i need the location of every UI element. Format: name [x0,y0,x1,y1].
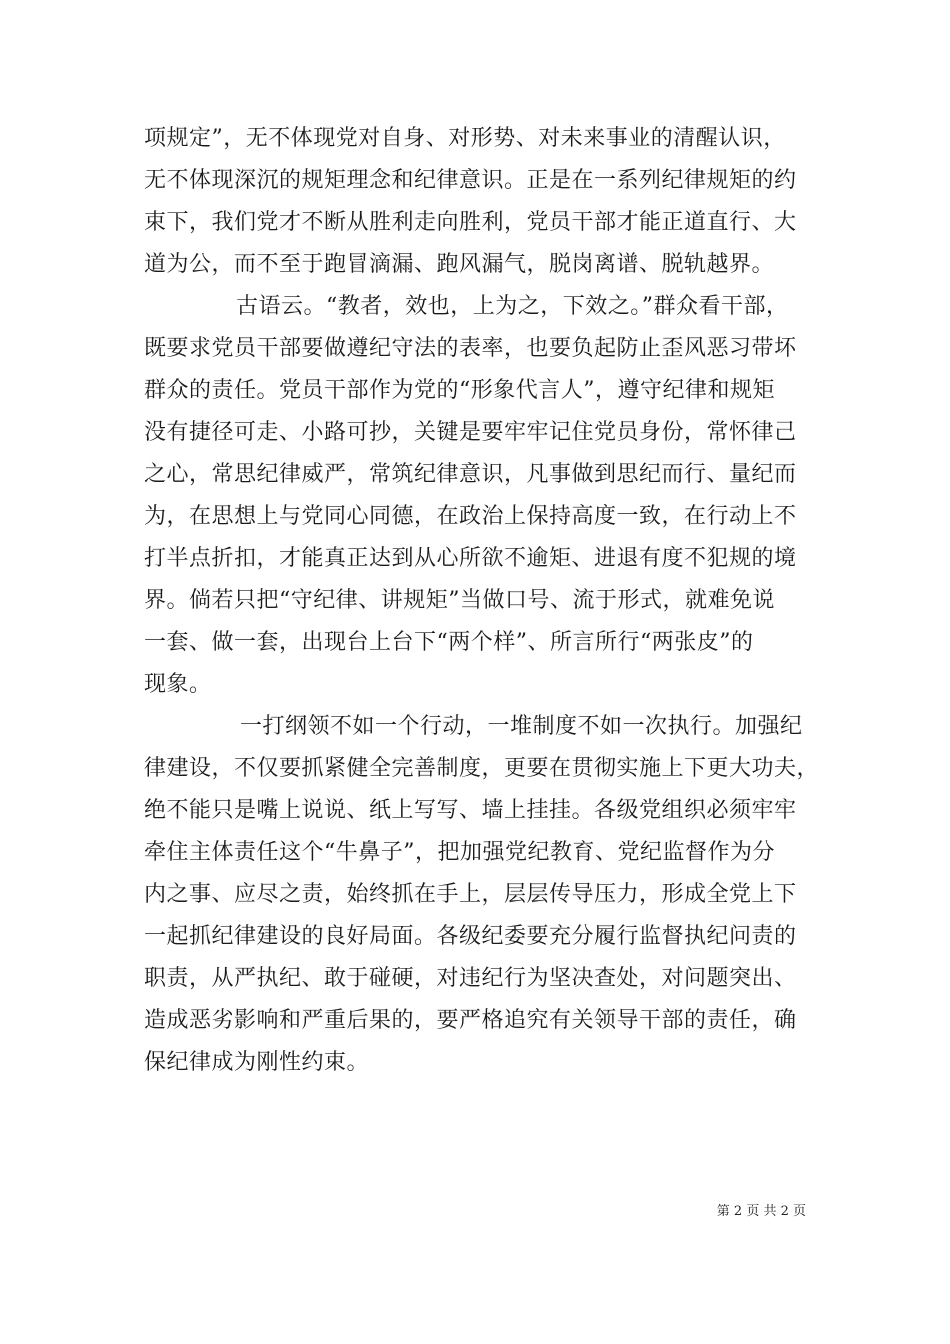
paragraph-2-line-10: 现象。 [144,672,212,697]
paragraph-1-line-4: 道为公，而不至于跑冒滴漏、跑风漏气，脱岗离谱、脱轨越界。 [144,252,775,277]
paragraph-1-line-2: 无不体现深沉的规矩理念和纪律意识。正是在一系列纪律规矩的约 [144,168,797,193]
paragraph-2-line-9: 一套、做一套，出现台上台下“两个样”、所言所行“两张皮”的 [144,630,754,655]
paragraph-1-line-1: 项规定”，无不体现党对自身、对形势、对未来事业的清醒认识， [144,126,786,151]
paragraph-1-line-3: 束下，我们党才不断从胜利走向胜利，党员干部才能正道直行、大 [144,210,797,235]
paragraph-2-line-5: 之心，常思纪律威严，常筑纪律意识，凡事做到思纪而行、量纪而 [144,462,797,487]
paragraph-3-line-8: 造成恶劣影响和严重后果的，要严格追究有关领导干部的责任，确 [144,1008,797,1033]
paragraph-2-line-1: 古语云。“教者，效也，上为之，下效之。”群众看干部， [236,294,789,319]
paragraph-3-line-7: 职责，从严执纪、敢于碰硬，对违纪行为坚决查处，对问题突出、 [144,966,797,991]
paragraph-3-line-2: 律建设，不仅要抓紧健全完善制度，更要在贯彻实施上下更大功夫， [144,756,820,781]
paragraph-3-line-9: 保纪律成为刚性约束。 [144,1050,370,1075]
paragraph-2-line-6: 为，在思想上与党同心同德，在政治上保持高度一致，在行动上不 [144,504,797,529]
paragraph-2-line-2: 既要求党员干部要做遵纪守法的表率，也要负起防止歪风恶习带坏 [144,336,797,361]
paragraph-3-line-5: 内之事、应尽之责，始终抓在手上，层层传导压力，形成全党上下 [144,882,797,907]
paragraph-2-line-3: 群众的责任。党员干部作为党的“形象代言人”，遵守纪律和规矩 [144,378,775,403]
page-number-footer: 第 2 页 共 2 页 [716,1204,806,1219]
document-body [144,118,824,1084]
paragraph-2-line-7: 打半点折扣，才能真正达到从心所欲不逾矩、进退有度不犯规的境 [144,546,797,571]
paragraph-3-line-4: 牵住主体责任这个“牛鼻子”，把加强党纪教育、党纪监督作为分 [144,840,775,865]
paragraph-2-line-4: 没有捷径可走、小路可抄，关键是要牢牢记住党员身份，常怀律己 [144,420,797,445]
paragraph-2-line-8: 界。倘若只把“守纪律、讲规矩”当做口号、流于形式，就难免说 [144,588,775,613]
paragraph-3-line-1: 一打纲领不如一个行动，一堆制度不如一次执行。加强纪 [240,714,803,739]
paragraph-3-line-3: 绝不能只是嘴上说说、纸上写写、墙上挂挂。各级党组织必须牢牢 [144,798,797,823]
paragraph-3-line-6: 一起抓纪律建设的良好局面。各级纪委要充分履行监督执纪问责的 [144,924,797,949]
